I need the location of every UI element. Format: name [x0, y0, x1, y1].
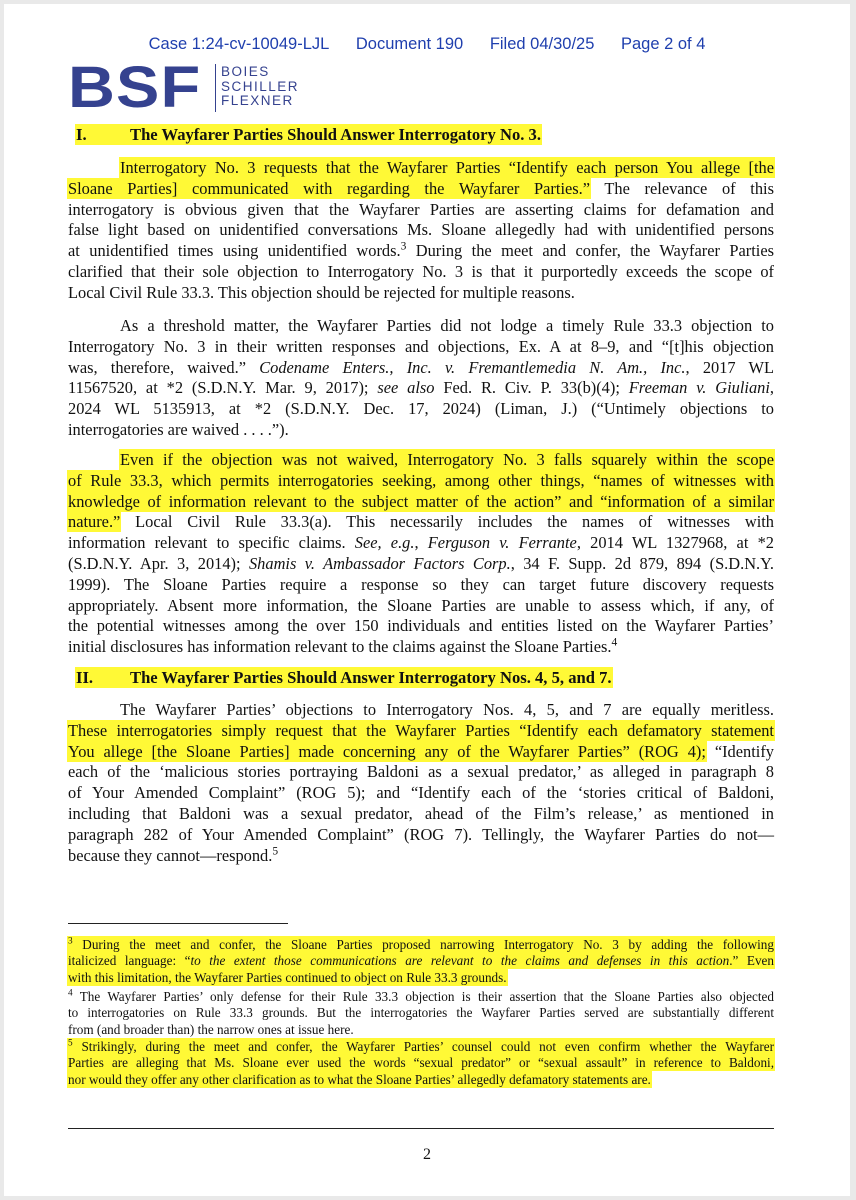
section-heading: [76, 125, 541, 145]
footnote-mark: 4: [68, 987, 73, 998]
footnote-ref: 3: [400, 240, 407, 253]
section-number: I.: [76, 125, 87, 144]
paragraph-line: The Wayfarer Parties’ objections to Interrogatory Nos. 4, 5, and 7 are equally meritless.: [120, 700, 774, 719]
paragraph-line: clarified that their sole objection to Interrogatory No. 3 is that it purportedly exceeds the scope of: [68, 261, 774, 281]
case-number: Case 1:24-cv-10049-LJL: [148, 35, 330, 53]
paragraph: [68, 700, 774, 866]
section-title: The Wayfarer Parties Should Answer Interrogatory No. 3.: [130, 125, 541, 144]
paragraph-text: 11567520, at *2 (S.D.N.Y. Mar. 9, 2017);: [68, 378, 369, 398]
paragraph-text: Local Civil Rule 33.3(a). This necessarily includes the names of witnesses with: [120, 512, 774, 532]
signal: see also: [377, 378, 435, 398]
case-citation: Freeman v. Giuliani: [628, 378, 770, 398]
paragraph: [68, 450, 774, 658]
paragraph-line: interrogatory is obvious given that the Wayfarer Parties are asserting claims for defamation and: [68, 199, 774, 219]
footnote-text: from (and broader than) the narrow ones at issue here.: [68, 1021, 354, 1037]
paragraph-line: of Your Amended Complaint” (ROG 5); and “Identify each of the ‘stories critical of Baldoni,: [68, 783, 774, 803]
footnote-ref: 4: [611, 636, 618, 649]
paragraph-text: During the meet and confer, the Wayfarer Parties: [406, 241, 774, 261]
paragraph-text: ,: [769, 378, 774, 398]
footnote-text: with this limitation, the Wayfarer Parties continued to object on Rule 33.3 grounds.: [68, 969, 507, 985]
paragraph-text: , 2017 WL: [685, 357, 774, 377]
logo-name: BOIES: [221, 64, 270, 79]
section-title: The Wayfarer Parties Should Answer Interrogatory Nos. 4, 5, and 7.: [130, 668, 612, 687]
paragraph-text: , 2014 WL 1327968, at *2: [576, 533, 774, 553]
paragraph-line: knowledge of information relevant to the subject matter of the action” and “information of a similar: [68, 491, 774, 511]
paragraph-text: Fed. R. Civ. P. 33(b)(4);: [434, 378, 620, 398]
ecf-header: [4, 35, 850, 54]
footnote-separator: [68, 923, 288, 924]
footnote-mark: 3: [68, 935, 73, 946]
case-citation: Codename Enters., Inc. v. Fremantlemedia N. Am., Inc.: [259, 357, 686, 377]
page-number: 2: [423, 1146, 431, 1163]
logo-firm-names: [221, 65, 299, 109]
footnote-text: nor would they offer any other clarification as to what the Sloane Parties’ allegedly defamatory statements are.: [68, 1071, 651, 1087]
page-indicator: Page 2 of 4: [620, 35, 706, 53]
paragraph-text: information relevant to specific claims.: [68, 533, 346, 553]
highlighted-text: You allege [the Sloane Parties] made concerning any of the Wayfarer Parties” (ROG 4);: [68, 741, 706, 761]
footnote-text: During the meet and confer, the Sloane Parties proposed narrowing Interrogatory No. 3 by adding the following: [72, 937, 774, 952]
section-heading: [76, 668, 612, 688]
paragraph-line: each of the ‘malicious stories portraying Baldoni as a sexual predator,’ as alleged in paragraph 8: [68, 762, 774, 782]
paragraph-line: Even if the objection was not waived, Interrogatory No. 3 falls squarely within the scope: [120, 450, 774, 469]
footnote-mark: 5: [68, 1037, 73, 1048]
footnote-text: italicized language: “: [68, 953, 191, 969]
footnote-text: .” Even: [729, 953, 774, 969]
paragraph-line: Interrogatory No. 3 requests that the Wayfarer Parties “Identify each person You allege [the: [120, 158, 774, 177]
case-citation: Shamis v. Ambassador Factors Corp.: [248, 553, 511, 573]
paragraph-line: These interrogatories simply request that the Wayfarer Parties “Identify each defamatory statement: [68, 720, 774, 740]
case-citation: Ferguson v. Ferrante: [427, 533, 577, 553]
paragraph-text: (S.D.N.Y. Apr. 3, 2014);: [68, 553, 241, 573]
paragraph-line: 1999). The Sloane Parties require a response so they can target future discovery requests: [68, 574, 774, 594]
document-page: [4, 4, 850, 1196]
document-number: Document 190: [355, 35, 464, 53]
paragraph: [68, 316, 774, 441]
logo-name: SCHILLER: [221, 78, 300, 94]
highlighted-text: Sloane Parties] communicated with regarding the Wayfarer Parties.”: [68, 178, 591, 198]
footnote-text: to interrogatories on Rule 33.3 grounds. But the interrogatories the Wayfarer Parties served are substantially different: [68, 1005, 774, 1021]
paragraph-line: false light based on unidentified conversations Ms. Sloane allegedly had with unidentified persons: [68, 220, 774, 240]
page-footer-rule: [68, 1128, 774, 1129]
logo-name: FLEXNER: [221, 93, 294, 108]
paragraph-line: paragraph 282 of Your Amended Complaint” (ROG 7). Tellingly, the Wayfarer Parties do not—: [68, 824, 774, 844]
paragraph-text: at unidentified times using unidentified words.: [68, 241, 401, 261]
paragraph-line: interrogatories are waived . . . .”).: [68, 419, 289, 439]
footnote-text: Parties are alleging that Ms. Sloane ever used the words “sexual predator” or “sexual assault” in reference to Baldoni,: [68, 1055, 774, 1071]
paragraph-text: “Identify: [705, 741, 774, 761]
paragraph-text: , 34 F. Supp. 2d 879, 894 (S.D.N.Y.: [510, 553, 774, 573]
paragraph-line: the potential witnesses among the over 150 individuals and entities listed on the Wayfarer Parties’: [68, 616, 774, 636]
footnote: [68, 937, 774, 986]
paragraph: Interrogatory No. 3 requests that the Wayfarer Parties “Identify each person You allege [the Sloane Parties] communicated with regarding the Wayfarer Parties.” The relevance of this interrogatory is obvious given that the Wayfarer Parties are asserting claims for defamation and false light based on unidentified conversations Ms. Sloane allegedly had with unidentified persons at unidentified times using unidentified words.$^3$ During the meet and confer, the Wayfarer Parties clarified that their sole objection to Interrogatory No. 3 is that it purportedly exceeds the scope of Local Civil Rule 33.3. This objection should be rejected for multiple reasons.: [68, 158, 774, 302]
footnote-text: Strikingly, during the meet and confer, the Wayfarer Parties’ counsel could not even confirm whether the Wayfarer: [72, 1039, 774, 1054]
paragraph-line: Interrogatory No. 3 in their written responses and objections, Ex. A at 8–9, and “[t]his objection: [68, 336, 774, 356]
paragraph-line: As a threshold matter, the Wayfarer Parties did not lodge a timely Rule 33.3 objection to: [120, 316, 774, 335]
signal: See, e.g.: [354, 533, 415, 553]
footnote: [68, 989, 774, 1038]
logo-divider: [215, 64, 216, 112]
footnote: [68, 1039, 774, 1088]
paragraph-line: Local Civil Rule 33.3. This objection should be rejected for multiple reasons.: [68, 282, 575, 302]
paragraph-line: of Rule 33.3, which permits interrogatories seeking, among other things, “names of witnesses with: [68, 470, 774, 490]
footnote-text: The Wayfarer Parties’ only defense for their Rule 33.3 objection is their assertion that the Sloane Parties also objected: [72, 989, 774, 1004]
filed-date: Filed 04/30/25: [489, 35, 595, 53]
paragraph-text: was, therefore, waived.”: [68, 357, 246, 377]
paragraph-text: because they cannot—respond.: [68, 845, 273, 865]
italic-text: to the extent those communications are relevant to the claims and defenses in this action: [190, 953, 730, 969]
section-number: II.: [76, 668, 94, 687]
logo-letters: BSF: [68, 55, 202, 120]
paragraph-line: 2024 WL 5135913, at *2 (S.D.N.Y. Dec. 17, 2024) (Liman, J.) (“Untimely objections to: [68, 399, 774, 419]
paragraph-line: appropriately. Absent more information, the Sloane Parties are unable to assess which, if any, of: [68, 595, 774, 615]
paragraph-line: including that Baldoni was a sexual predator, ahead of the Film’s release,’ as mentioned in: [68, 803, 774, 823]
footnote-ref: 5: [272, 845, 279, 858]
paragraph-text: initial disclosures has information relevant to the claims against the Sloane Parties.: [68, 637, 612, 657]
highlighted-text: nature.”: [68, 512, 121, 532]
paragraph-text: ,: [414, 533, 419, 553]
